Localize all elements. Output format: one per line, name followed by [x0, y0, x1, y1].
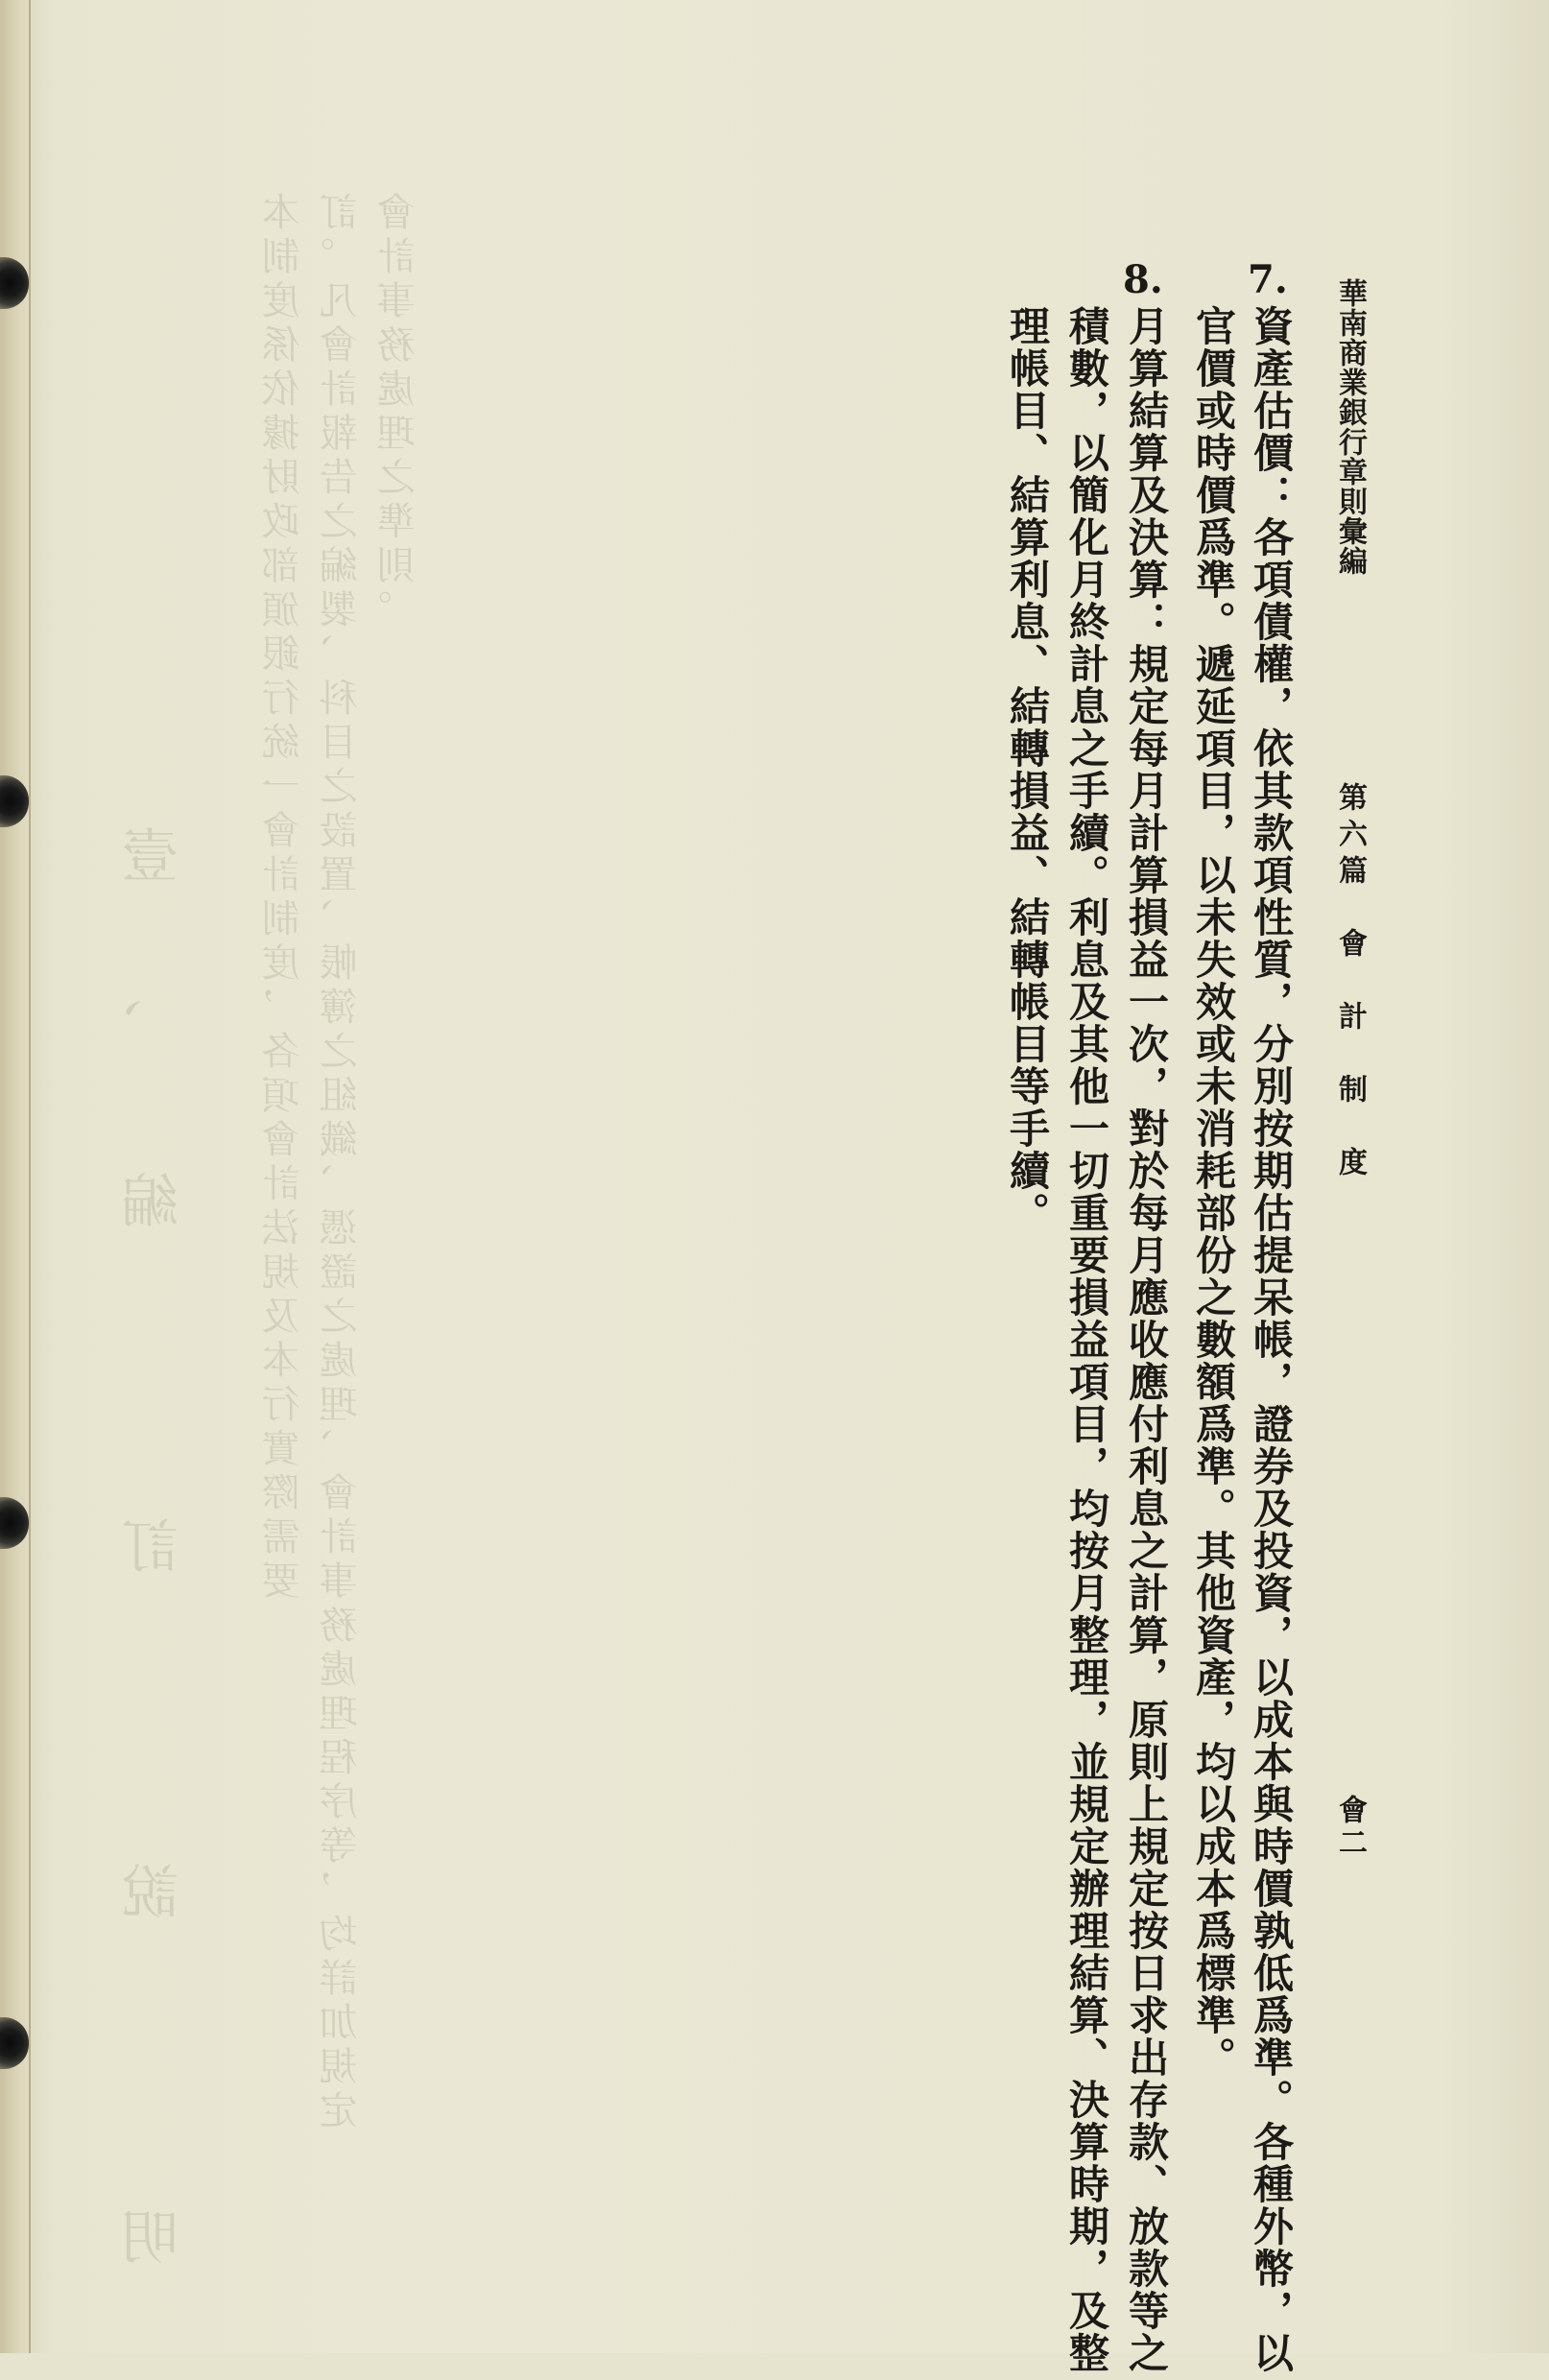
body-line: 理帳目、結算利息、結轉損益、結轉帳目等手續。 [1004, 305, 1051, 1234]
binding-line [29, 0, 31, 2353]
item-number: 8. [1123, 257, 1163, 302]
page-number: 會二 [1333, 1795, 1367, 1860]
bleed-through-line: 會計事務處理之準則。 [377, 192, 421, 633]
item-number: 7. [1248, 257, 1288, 302]
bleed-through-line: 本制度係依據財政部頒銀行統一會計制度，各項會計法規及本行實際需要 [262, 192, 306, 1605]
body-line: 官價或時價爲準。遞延項目，以未失效或未消耗部份之數額爲準。其他資產，均以成本爲標準。 [1190, 305, 1237, 2079]
body-line: 月算結算及決算：規定每月計算損益一次，對於每月應收應付利息之計算，原則上規定按日求出存款、放款等之 [1123, 305, 1170, 2374]
section-title: 第六篇 會 計 制 度 [1333, 782, 1367, 1183]
body-line: 資產估價：各項債權，依其款項性質，分別按期估提呆帳，證券及投資，以成本與時價孰低爲準。各種外幣，以 [1248, 305, 1295, 2374]
bleed-through-heading: 壹、編 訂 說 明 [121, 825, 188, 2380]
body-line: 積數，以簡化月終計息之手續。利息及其他一切重要損益項目，均按月整理，並規定辦理結算、決算時期，及整 [1063, 305, 1110, 2374]
book-spine [0, 0, 40, 2353]
book-title: 華南商業銀行章則彙編 [1333, 278, 1367, 576]
bleed-through-line: 訂。凡會計報告之編製、科目之設置、帳簿之組織、憑證之處理、會計事務處理程序等，均詳加規定 [320, 192, 364, 2134]
